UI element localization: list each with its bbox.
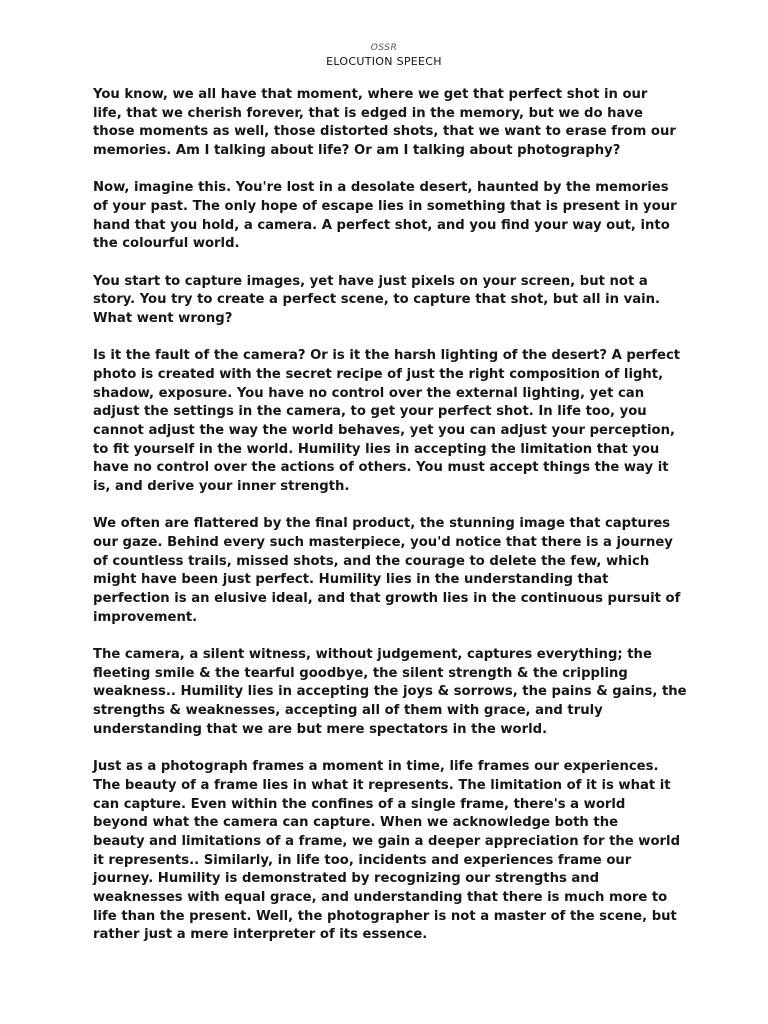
paragraph-4: Is it the fault of the camera? Or is it the harsh lighting of the desert? A perfect photo is created with the secret recipe of just the right composition of light, shadow, exposure. You have no control over the external lighting, yet can adjust the settings in the camera, to get your perfect shot. In life too, you cannot adjust the way the world behaves, yet you can adjust your perception, to fit yourself in the world. Humility lies in accepting the limitation that you have no control over the actions of others. You must accept things the way it is, and derive your inner strength. (93, 348, 681, 495)
document-header (0, 42, 768, 69)
paragraph-3: You start to capture images, yet have just pixels on your screen, but not a story. You try to create a perfect scene, to capture that shot, but all in vain. What went wrong? (93, 273, 661, 327)
paragraph-1: You know, we all have that moment, where we get that perfect shot in our life, that we cherish forever, that is edged in the memory, but we do have those moments as well, those distorted shots, that we want to erase from our memories. Am I talking about life? Or am I talking about photography? (93, 87, 676, 159)
paragraph-6: The camera, a silent witness, without judgement, captures everything; the fleeting smile & the tearful goodbye, the silent strength & the crippling weakness.. Humility lies in accepting the joys & sorrows, the pains & gains, the strengths & weaknesses, accepting all of them with grace, and truly understanding that we are but mere spectators in the world. (93, 647, 687, 737)
document-title: ELOCUTION SPEECH (326, 55, 442, 68)
paragraph-2: Now, imagine this. You're lost in a desolate desert, haunted by the memories of your past. The only hope of escape lies in something that is present in your hand that you hold, a camera. A perfect shot, and you find your way out, into the colourful world. (93, 180, 677, 252)
paragraph-7: Just as a photograph frames a moment in time, life frames our experiences. The beauty of a frame lies in what it represents. The limitation of it is what it can capture. Even within the confines of a single frame, there's a world beyond what the camera can capture. When we acknowledge both the beauty and limitations of a frame, we gain a deeper appreciation for the world it represents.. Similarly, in life too, incidents and experiences frame our journey. Humility is demonstrated by recognizing our strengths and weaknesses with equal grace, and understanding that there is much more to life than the present. Well, the photographer is not a master of the scene, but rather just a mere interpreter of its essence. (93, 759, 681, 943)
paragraph-5: We often are flattered by the final product, the stunning image that captures our gaze. Behind every such masterpiece, you'd notice that there is a journey of countless trails, missed shots, and the courage to delete the few, which might have been just perfect. Humility lies in the understanding that perfection is an elusive ideal, and that growth lies in the continuous pursuit of improvement. (93, 516, 681, 625)
organization-label: OSSR (370, 43, 398, 53)
speech-body (93, 86, 693, 964)
